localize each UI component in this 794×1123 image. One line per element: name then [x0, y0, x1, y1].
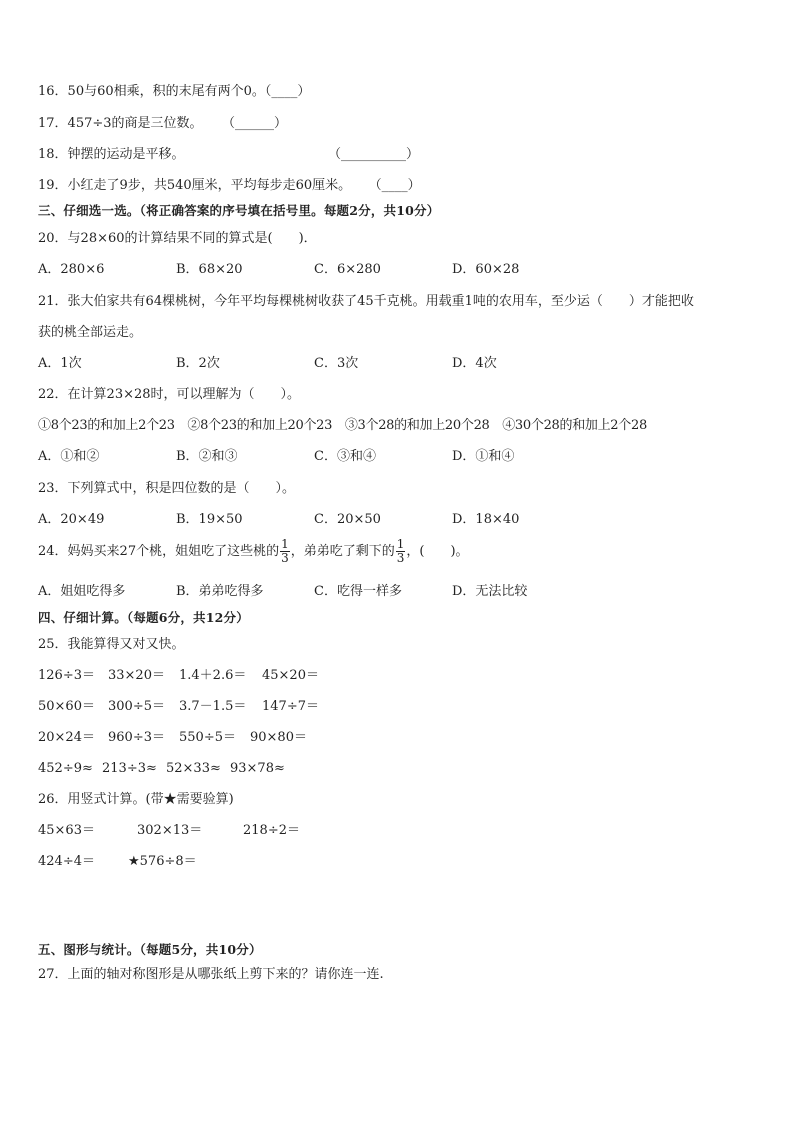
question-20-stem: 20．与28×60的计算结果不同的算式是( )． — [38, 231, 317, 246]
option-23-d[interactable]: D．18×40 — [452, 512, 520, 527]
calc-item: 20×24＝ — [38, 730, 95, 745]
option-24-d[interactable]: D．无法比较 — [452, 584, 528, 599]
option-24-b[interactable]: B．弟弟吃得多 — [176, 584, 264, 599]
question-24-stem-b: ，弟弟吃了剩下的 — [290, 544, 395, 559]
option-23-c[interactable]: C．20×50 — [314, 512, 381, 527]
section-3-title: 三、仔细选一选。（将正确答案的序号填在括号里。每题2分，共10分） — [38, 203, 440, 218]
calc-item: 147÷7＝ — [262, 699, 319, 714]
question-22-choices: ①8个23的和加上2个23 ②8个23的和加上20个23 ③3个28的和加上20个28 ④30个28的和加上2个28 — [38, 418, 647, 433]
calc-item: 3.7－1.5＝ — [179, 699, 247, 714]
question-23-stem: 23．下列算式中，积是四位数的是（ ）。 — [38, 481, 296, 496]
option-21-d[interactable]: D．4次 — [452, 356, 497, 371]
question-16-text: 16．50与60相乘，积的末尾有两个0。 — [38, 84, 265, 99]
question-17 — [38, 116, 287, 132]
option-20-a[interactable]: A．280×6 — [38, 262, 105, 277]
calc-item: 93×78≈ — [230, 761, 285, 776]
option-22-b[interactable]: B．②和③ — [176, 449, 238, 464]
vertical-calc-item: 45×63＝ — [38, 823, 95, 838]
question-19-text: 19．小红走了9步，共540厘米，平均每步走60厘米。 — [38, 178, 352, 193]
calc-item: 1.4＋2.6＝ — [179, 668, 247, 683]
option-20-b[interactable]: B．68×20 — [176, 262, 243, 277]
option-24-a[interactable]: A．姐姐吃得多 — [38, 584, 126, 599]
vertical-calc-item: 302×13＝ — [137, 823, 203, 838]
option-20-d[interactable]: D．60×28 — [452, 262, 520, 277]
fraction-one-third-2 — [396, 538, 406, 565]
fraction-one-third — [280, 538, 290, 565]
fraction-denominator: 3 — [281, 551, 289, 565]
question-24-stem-a: 24．妈妈买来27个桃，姐姐吃了这些桃的 — [38, 544, 280, 559]
vertical-calc-item: 424÷4＝ — [38, 854, 95, 869]
question-24-stem — [38, 538, 469, 566]
vertical-calc-item: 218÷2＝ — [243, 823, 300, 838]
option-21-c[interactable]: C．3次 — [314, 356, 359, 371]
option-20-c[interactable]: C．6×280 — [314, 262, 381, 277]
option-21-b[interactable]: B．2次 — [176, 356, 220, 371]
question-25-stem: 25．我能算得又对又快。 — [38, 637, 185, 652]
question-19 — [38, 178, 421, 194]
question-22-stem: 22．在计算23×28时，可以理解为（ ）。 — [38, 387, 301, 402]
answer-blank-18[interactable]: （__________） — [334, 147, 420, 162]
question-17-text: 17．457÷3的商是三位数。 — [38, 116, 203, 131]
answer-blank-17[interactable]: （______） — [228, 116, 288, 131]
section-4-title: 四、仔细计算。（每题6分，共12分） — [38, 610, 249, 625]
calc-item: 213÷3≈ — [102, 761, 157, 776]
option-21-a[interactable]: A．1次 — [38, 356, 82, 371]
question-27-stem: 27．上面的轴对称图形是从哪张纸上剪下来的？请你连一连. — [38, 967, 384, 982]
calc-item: 52×33≈ — [166, 761, 221, 776]
calc-item: 45×20＝ — [262, 668, 319, 683]
question-18-text: 18．钟摆的运动是平移。 — [38, 147, 185, 162]
option-24-c[interactable]: C．吃得一样多 — [314, 584, 402, 599]
calc-item: 960÷3＝ — [108, 730, 165, 745]
section-5-title: 五、图形与统计。（每题5分，共10分） — [38, 942, 262, 957]
option-23-b[interactable]: B．19×50 — [176, 512, 243, 527]
fraction-numerator-2: 1 — [396, 537, 405, 551]
fraction-denominator-2: 3 — [396, 551, 405, 565]
calc-item: 33×20＝ — [108, 668, 165, 683]
calc-item: 452÷9≈ — [38, 761, 93, 776]
calc-item: 50×60＝ — [38, 699, 95, 714]
answer-blank-16[interactable]: （____） — [264, 84, 311, 99]
calc-item: 90×80＝ — [250, 730, 307, 745]
calc-item: 300÷5＝ — [108, 699, 165, 714]
vertical-calc-item: ★576÷8＝ — [128, 854, 197, 869]
option-23-a[interactable]: A．20×49 — [38, 512, 105, 527]
question-24-stem-c: ，( )。 — [406, 544, 469, 559]
calc-item: 126÷3＝ — [38, 668, 95, 683]
question-21-stem-cont: 获的桃全部运走。 — [38, 325, 143, 340]
question-26-stem: 26．用竖式计算。(带★需要验算) — [38, 792, 234, 807]
option-22-a[interactable]: A．①和② — [38, 449, 100, 464]
answer-blank-19[interactable]: （____） — [375, 178, 421, 193]
question-21-stem: 21．张大伯家共有64棵桃树，今年平均每棵桃树收获了45千克桃。用载重1吨的农用车，至少运（ ）才能把收 — [38, 294, 694, 309]
calc-item: 550÷5＝ — [179, 730, 236, 745]
fraction-numerator: 1 — [281, 537, 289, 551]
option-22-d[interactable]: D．①和④ — [452, 449, 515, 464]
question-16 — [38, 84, 310, 100]
question-18 — [38, 147, 419, 163]
option-22-c[interactable]: C．③和④ — [314, 449, 376, 464]
